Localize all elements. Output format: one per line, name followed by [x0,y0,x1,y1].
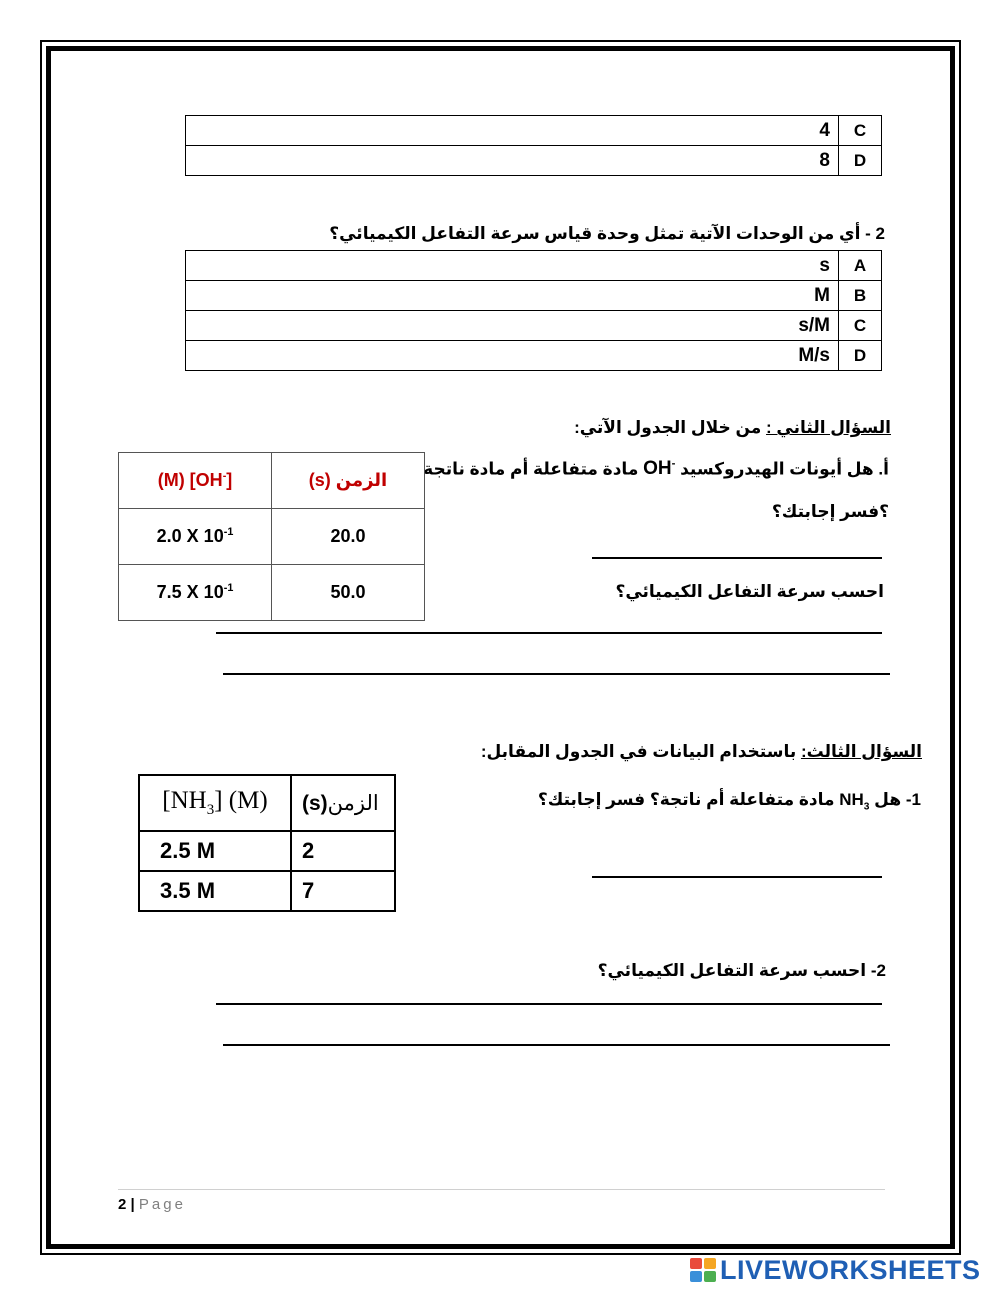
table-row [186,311,882,341]
header-conc-a: [NH [162,787,207,814]
table-row [186,116,882,146]
table-row [186,146,882,176]
header-concentration [139,775,291,831]
option-value: s/M [186,311,839,341]
q1-text-b: مادة متفاعلة أم ناتجة؟ فسر إجابتك؟ [537,790,840,809]
footer-separator: | [126,1196,139,1213]
answer-line [223,673,890,675]
cell-concentration [119,509,272,565]
liveworksheets-logo-icon [690,1258,716,1282]
option-letter: D [839,341,882,371]
answer-line [216,1003,882,1005]
header-conc-text: (M) [OH [157,470,223,490]
conc-exponent: -1 [223,526,234,538]
footer-divider [118,1189,885,1190]
option-letter: B [839,281,882,311]
cell-time: 7 [291,871,395,911]
header-concentration [119,453,272,509]
conc-mantissa: 2.0 X 10 [156,526,224,546]
option-value: s [186,251,839,281]
section3-question-1 [538,790,921,812]
question-a-text-1: أ. هل أيونات الهيدروكسيد [675,459,889,479]
brand-name: LIVEWORKSHEETS [720,1254,981,1285]
page-number: 2 [118,1196,127,1213]
table-header-row [139,775,395,831]
conc-exponent: -1 [223,582,234,594]
table-row [186,341,882,371]
header-conc-sub: 3 [206,802,215,818]
header-conc-sup: - [222,470,227,482]
answer-line [216,632,882,634]
table-header-row [119,453,425,509]
page-footer [118,1196,186,1213]
header-time-unit: (s) [302,792,328,815]
cell-concentration: 2.5 M [139,831,291,871]
option-letter: D [839,146,882,176]
hydroxide-data-table [118,452,425,621]
answer-line [592,876,882,878]
cell-time: 20.0 [272,509,425,565]
cell-concentration: 3.5 M [139,871,291,911]
option-value: M/s [186,341,839,371]
section2-question-a-explain: ؟فسر إجابتك؟ [771,502,889,521]
hydroxide-ion [643,458,675,479]
answer-line [223,1044,890,1046]
table-row [139,871,395,911]
conc-mantissa: 7.5 X 10 [156,582,224,602]
q2-options-table [185,250,882,371]
ammonia-data-table [138,774,396,912]
section2-title: السؤال الثاني : [766,418,891,437]
option-value: 8 [186,146,839,176]
species-subscript: 3 [863,801,870,813]
section3-title: السؤال الثالث: [800,742,922,761]
section2-question-a [423,458,889,480]
option-letter: C [839,116,882,146]
species-symbol: NH [839,790,864,809]
table-row [119,509,425,565]
question-a-text-2: مادة متفاعلة أم مادة ناتجة [423,459,644,479]
cell-concentration [119,565,272,621]
table-row [119,565,425,621]
header-time [291,775,395,831]
option-letter: C [839,311,882,341]
section3-question-2: 2- احسب سرعة التفاعل الكيميائي؟ [597,961,886,980]
cell-time: 50.0 [272,565,425,621]
answer-line [592,557,882,559]
q1-options-table [185,115,882,176]
table-row [186,281,882,311]
ammonia-formula [839,790,870,813]
section2-heading [574,418,891,438]
liveworksheets-brand [690,1255,981,1285]
section3-intro: باستخدام البيانات في الجدول المقابل: [480,742,801,761]
q2-prompt: 2 - أي من الوحدات الآتية تمثل وحدة قياس سرعة التفاعل الكيميائي؟ [329,224,885,243]
ion-charge: - [671,458,676,470]
cell-time: 2 [291,831,395,871]
header-conc-end: ] [226,470,233,490]
header-conc-b: ] (M) [214,787,268,814]
option-value: 4 [186,116,839,146]
option-value: M [186,281,839,311]
header-time: الزمن (s) [272,453,425,509]
q1-text-a: 1- هل [869,790,921,809]
table-row [186,251,882,281]
header-time-word: الزمن [327,791,384,815]
ion-symbol: OH [643,458,672,480]
page-label: Page [138,1196,186,1213]
section2-calc-prompt: احسب سرعة التفاعل الكيميائي؟ [615,582,884,601]
table-row [139,831,395,871]
section2-intro: من خلال الجدول الآتي: [574,418,767,437]
option-letter: A [839,251,882,281]
section3-heading [481,742,922,762]
